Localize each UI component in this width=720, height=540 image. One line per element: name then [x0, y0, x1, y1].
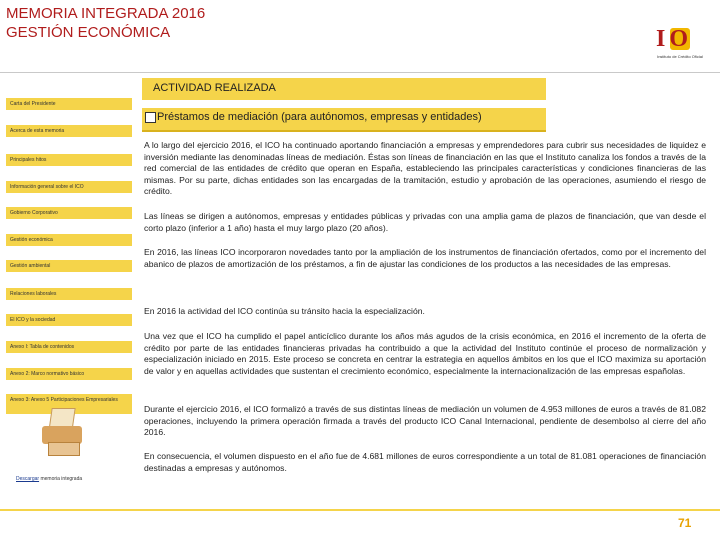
- download-line: [16, 476, 82, 482]
- ico-logo: [652, 24, 708, 64]
- sidebar-item-anexo-3[interactable]: Anexo 3: Anexo 5 Participaciones Empresariales: [6, 394, 132, 414]
- checkbox-bullet-icon: [145, 112, 156, 123]
- paragraph-7: En consecuencia, el volumen dispuesto en el año fue de 4.681 millones de euros correspondiente a un total de 81.081 operaciones de financiación destinadas a empresas y autónomos.: [144, 451, 706, 473]
- section-header: [142, 78, 546, 100]
- paragraph-6: Durante el ejercicio 2016, el ICO formalizó a través de sus distintas líneas de mediación un volumen de 4.953 millones de euros a través de 81.082 operaciones, incluyendo la primera operación firmada a través del producto ICO Canal Internacional, pendiente de desembolso al cierre del año 2016.: [144, 404, 706, 438]
- sidebar-item-gestion-economica[interactable]: Gestión económica: [6, 234, 132, 246]
- sidebar-nav: [0, 0, 140, 540]
- download-text: memoria integrada: [39, 476, 83, 482]
- paragraph-2: Las líneas se dirigen a autónomos, empresas y entidades públicas y privadas con una amplia gama de plazos de financiación, que van desde el corto plazo (inferior a 1 año) hasta el muy largo plazo (20 años).: [144, 211, 706, 233]
- sidebar-item-anexo-2[interactable]: Anexo 2: Marco normativo básico: [6, 368, 132, 380]
- paragraph-1: A lo largo del ejercicio 2016, el ICO ha continuado aportando financiación a empresas y emprendedores para cubrir sus necesidades de liquidez e inversión mediante las denominadas líneas de mediación. Éstas son líneas de financiación en las que el Instituto canaliza los fondos a través de la red comercial de las entidades de crédito que operan en España, estableciendo las principales características y condiciones financieras de las mismas. Por su parte, dichas entidades son las encargadas de la tramitación, estudio y aprobación de las operaciones, asumiendo el riesgo de crédito.: [144, 140, 706, 197]
- footer-divider: [0, 509, 720, 511]
- paragraph-3: En 2016, las líneas ICO incorporaron novedades tanto por la ampliación de los instrumentos de financiación ofertados, como por el incremento del abanico de plazos de amortización de los préstamos, a fin de ajustar las condiciones de los productos a las necesidades de las empresas.: [144, 247, 706, 269]
- sidebar-item-anexo-1[interactable]: Anexo I: Tabla de contenidos: [6, 341, 132, 353]
- section-title: ACTIVIDAD REALIZADA: [153, 82, 276, 94]
- title-line-1: MEMORIA INTEGRADA 2016: [6, 5, 206, 22]
- logo-subtext: Instituto de Crédito Oficial: [657, 54, 703, 59]
- logo-letters: I O: [656, 26, 688, 52]
- sidebar-item-acerca-memoria[interactable]: Acerca de esta memoria: [6, 125, 132, 137]
- subsection-title: Préstamos de mediación (para autónomos, empresas y entidades): [157, 111, 482, 123]
- download-link[interactable]: Descargar: [16, 476, 40, 482]
- sidebar-item-relaciones-laborales[interactable]: Relaciones laborales: [6, 288, 132, 300]
- paragraph-5: Una vez que el ICO ha cumplido el papel anticíclico durante los años más agudos de la crisis económica, en 2016 el incremento de la oferta de crédito por parte de las entidades financieras privadas ha contribuido a que la actividad del Instituto continúe el proceso de normalización y especialización iniciado en 2015. Este proceso se concreta en centrar la estrategia en aquellos ámbitos en los que el ICO maximiza su aportación de valor y en aquellas actividades que sustentan el crecimiento económico, especialmente la internacionalización de las empresas españolas.: [144, 331, 706, 376]
- sidebar-item-gobierno-corporativo[interactable]: Gobierno Corporativo: [6, 207, 132, 219]
- printer-tray: [48, 442, 80, 456]
- page-number: 71: [678, 516, 692, 530]
- sidebar-item-informacion-general[interactable]: Información general sobre el ICO: [6, 181, 132, 193]
- subsection-header: [142, 108, 546, 132]
- paragraph-4: En 2016 la actividad del ICO continúa su tránsito hacia la especialización.: [144, 306, 425, 316]
- sidebar-item-carta-presidente[interactable]: Carta del Presidente: [6, 98, 132, 110]
- sidebar-item-ico-sociedad[interactable]: El ICO y la sociedad: [6, 314, 132, 326]
- title-line-2: GESTIÓN ECONÓMICA: [6, 24, 171, 41]
- printer-icon[interactable]: [40, 406, 86, 460]
- sidebar-item-gestion-ambiental[interactable]: Gestión ambiental: [6, 260, 132, 272]
- sidebar-item-principales-hitos[interactable]: Principales hitos: [6, 154, 132, 166]
